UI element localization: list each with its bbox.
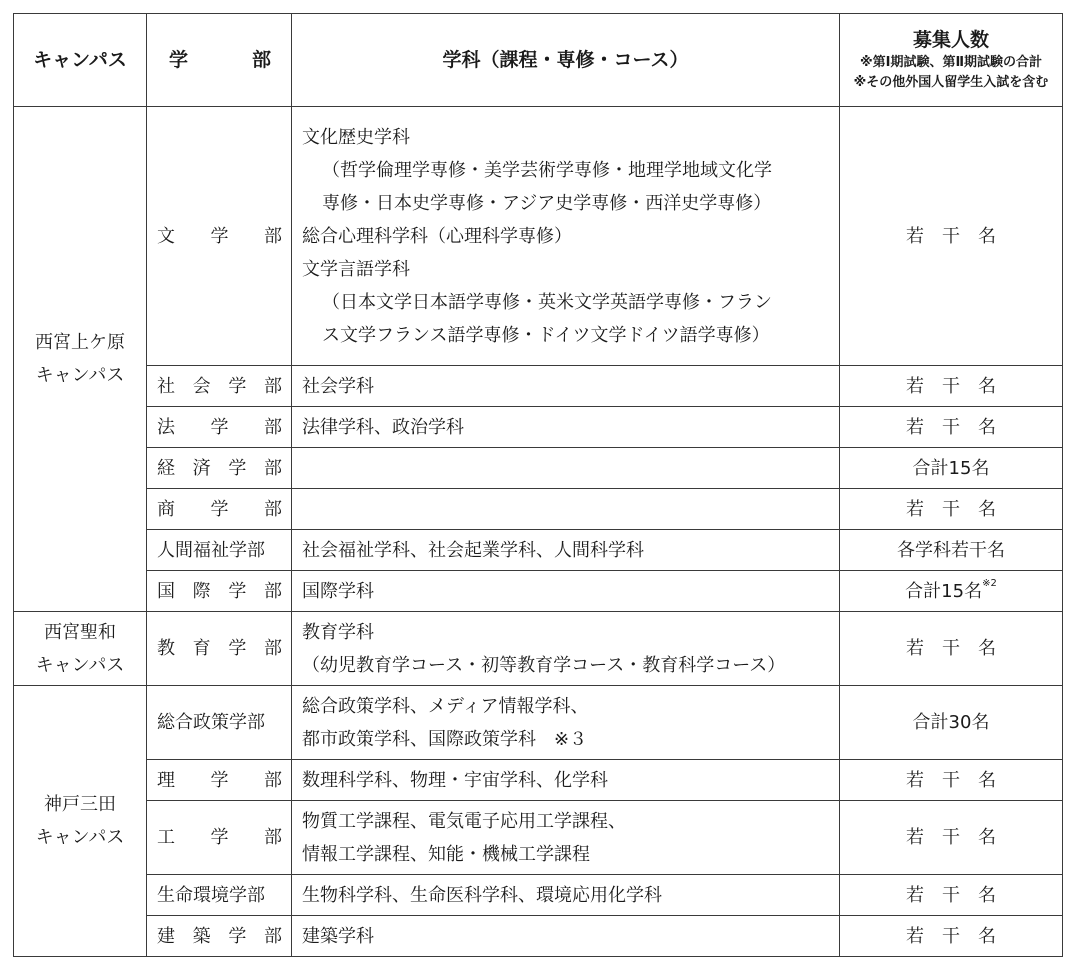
faculty-char: 社 <box>157 375 175 397</box>
quota-intl <box>840 571 1063 612</box>
quota-engineering <box>840 801 1063 875</box>
table-row <box>14 571 1063 612</box>
campus-nishinomiya-seiwa <box>14 612 147 686</box>
department-line: 教育学科 <box>302 621 374 643</box>
campus-name: 神戸三田 <box>44 794 116 815</box>
department-engineering <box>292 801 840 875</box>
quota-value: 若干名 <box>906 769 1014 791</box>
table-row <box>14 448 1063 489</box>
quota-policy: 合計30名 <box>840 686 1063 760</box>
table-row <box>14 875 1063 916</box>
faculty-char: 育 <box>192 638 211 659</box>
header-campus: キャンパス <box>14 14 147 107</box>
faculty-char: 学 <box>210 827 229 848</box>
table-row <box>14 407 1063 448</box>
faculty-char: 教 <box>157 638 175 659</box>
quota-education <box>840 612 1063 686</box>
faculty-char: 学 <box>228 457 247 479</box>
department-intl: 国際学科 <box>292 571 840 612</box>
header-faculty-char: 部 <box>251 48 271 71</box>
department-line: 都市政策学科、国際政策学科 ※３ <box>302 728 588 750</box>
department-line: ス文学フランス語学専修・ドイツ文学ドイツ語学専修） <box>322 324 770 346</box>
quota-value: 若干名 <box>906 925 1014 947</box>
faculty-sociology <box>147 366 292 407</box>
footnote-mark: ※2 <box>982 577 997 589</box>
faculty-char: 建 <box>157 925 175 947</box>
header-department: 学科（課程・専修・コース） <box>292 14 840 107</box>
table-row <box>14 686 1063 760</box>
faculty-char: 部 <box>264 769 282 791</box>
faculty-bio: 生命環境学部 <box>147 875 292 916</box>
faculty-letters <box>147 107 292 366</box>
department-bio: 生物科学科、生命医科学科、環境応用化学科 <box>292 875 840 916</box>
campus-suffix: キャンパス <box>35 365 125 386</box>
department-policy <box>292 686 840 760</box>
faculty-char: 国 <box>157 580 175 602</box>
faculty-char: 部 <box>264 827 282 848</box>
department-sociology: 社会学科 <box>292 366 840 407</box>
table-row <box>14 530 1063 571</box>
department-line: 総合政策学科、メディア情報学科、 <box>302 695 589 717</box>
faculty-char: 学 <box>228 925 247 947</box>
faculty-law <box>147 407 292 448</box>
table-row <box>14 612 1063 686</box>
header-quota-title: 募集人数 <box>912 29 989 51</box>
department-science: 数理科学科、物理・宇宙学科、化学科 <box>292 760 840 801</box>
faculty-char: 学 <box>210 769 229 791</box>
faculty-welfare: 人間福祉学部 <box>147 530 292 571</box>
faculty-policy: 総合政策学部 <box>147 686 292 760</box>
faculty-char: 学 <box>228 638 247 659</box>
department-line: （日本文学日本語学専修・英米文学英語学専修・フラン <box>322 291 772 313</box>
faculty-char: 際 <box>192 580 211 602</box>
faculty-char: 学 <box>210 225 229 247</box>
header-faculty <box>147 14 292 107</box>
quota-architecture <box>840 916 1063 957</box>
quota-value: 若干名 <box>906 416 1014 438</box>
admission-quota-table-wrapper <box>13 13 1062 957</box>
faculty-char: 部 <box>264 498 282 520</box>
faculty-science <box>147 760 292 801</box>
faculty-char: 文 <box>157 225 175 247</box>
campus-name: 西宮聖和 <box>44 621 116 643</box>
faculty-char: 工 <box>157 827 175 848</box>
faculty-char: 学 <box>228 375 247 397</box>
table-row <box>14 916 1063 957</box>
header-quota <box>840 14 1063 107</box>
quota-value: 若干名 <box>906 498 1014 520</box>
faculty-char: 法 <box>157 416 175 438</box>
quota-value: 若干名 <box>906 827 1014 848</box>
department-line: 文学言語学科 <box>302 258 410 280</box>
department-line: 情報工学課程、知能・機械工学課程 <box>302 843 590 865</box>
faculty-char: 理 <box>157 769 175 791</box>
faculty-char: 部 <box>264 416 282 438</box>
quota-value: 若干名 <box>906 225 1014 247</box>
department-line: 専修・日本史学専修・アジア史学専修・西洋史学専修） <box>322 192 772 214</box>
department-letters <box>292 107 840 366</box>
quota-value: 若干名 <box>906 638 1014 659</box>
quota-bio <box>840 875 1063 916</box>
faculty-char: 部 <box>263 925 282 947</box>
table-row <box>14 107 1063 366</box>
faculty-education <box>147 612 292 686</box>
department-education <box>292 612 840 686</box>
campus-suffix: キャンパス <box>35 654 125 676</box>
quota-value: 若干名 <box>906 884 1014 906</box>
campus-nishinomiya-uegahara <box>14 107 147 612</box>
faculty-char: 学 <box>210 498 229 520</box>
faculty-economics <box>147 448 292 489</box>
faculty-architecture <box>147 916 292 957</box>
department-welfare: 社会福祉学科、社会起業学科、人間科学科 <box>292 530 840 571</box>
header-faculty-char: 学 <box>169 48 189 71</box>
department-economics <box>292 448 840 489</box>
faculty-intl <box>147 571 292 612</box>
faculty-char: 部 <box>263 638 282 659</box>
department-line: 文化歴史学科 <box>302 126 410 148</box>
quota-value: 合計15名 <box>905 580 983 602</box>
faculty-char: 部 <box>264 225 282 247</box>
campus-name: 西宮上ケ原 <box>35 332 125 353</box>
faculty-engineering <box>147 801 292 875</box>
table-row <box>14 366 1063 407</box>
faculty-char: 学 <box>210 416 229 438</box>
table-row <box>14 760 1063 801</box>
faculty-commerce <box>147 489 292 530</box>
quota-welfare: 各学科若干名 <box>840 530 1063 571</box>
faculty-char: 学 <box>228 580 247 602</box>
department-commerce <box>292 489 840 530</box>
quota-science <box>840 760 1063 801</box>
department-architecture: 建築学科 <box>292 916 840 957</box>
faculty-char: 部 <box>263 375 282 397</box>
header-quota-note: ※第Ⅰ期試験、第Ⅱ期試験の合計 <box>859 55 1043 70</box>
table-row <box>14 489 1063 530</box>
campus-kobe-sanda <box>14 686 147 957</box>
department-line: （哲学倫理学専修・美学芸術学専修・地理学地域文化学 <box>322 159 772 181</box>
table-row <box>14 801 1063 875</box>
department-law: 法律学科、政治学科 <box>292 407 840 448</box>
department-line: （幼児教育学コース・初等教育学コース・教育科学コース） <box>302 654 786 676</box>
admission-quota-table <box>13 13 1063 957</box>
campus-suffix: キャンパス <box>35 827 125 848</box>
quota-sociology <box>840 366 1063 407</box>
department-line: 物質工学課程、電気電子応用工学課程、 <box>302 810 626 832</box>
faculty-char: 商 <box>157 498 175 520</box>
faculty-char: 築 <box>192 925 211 947</box>
faculty-char: 部 <box>263 580 282 602</box>
table-header-row <box>14 14 1063 107</box>
department-line: 総合心理科学科（心理科学専修） <box>302 225 572 247</box>
faculty-char: 会 <box>192 375 211 397</box>
quota-commerce <box>840 489 1063 530</box>
quota-value: 若干名 <box>906 375 1014 397</box>
faculty-char: 済 <box>192 457 211 479</box>
quota-economics: 合計15名 <box>840 448 1063 489</box>
faculty-char: 経 <box>157 457 175 479</box>
quota-letters <box>840 107 1063 366</box>
quota-law <box>840 407 1063 448</box>
header-quota-note: ※その他外国人留学生入試を含む <box>853 75 1049 90</box>
faculty-char: 部 <box>263 457 282 479</box>
